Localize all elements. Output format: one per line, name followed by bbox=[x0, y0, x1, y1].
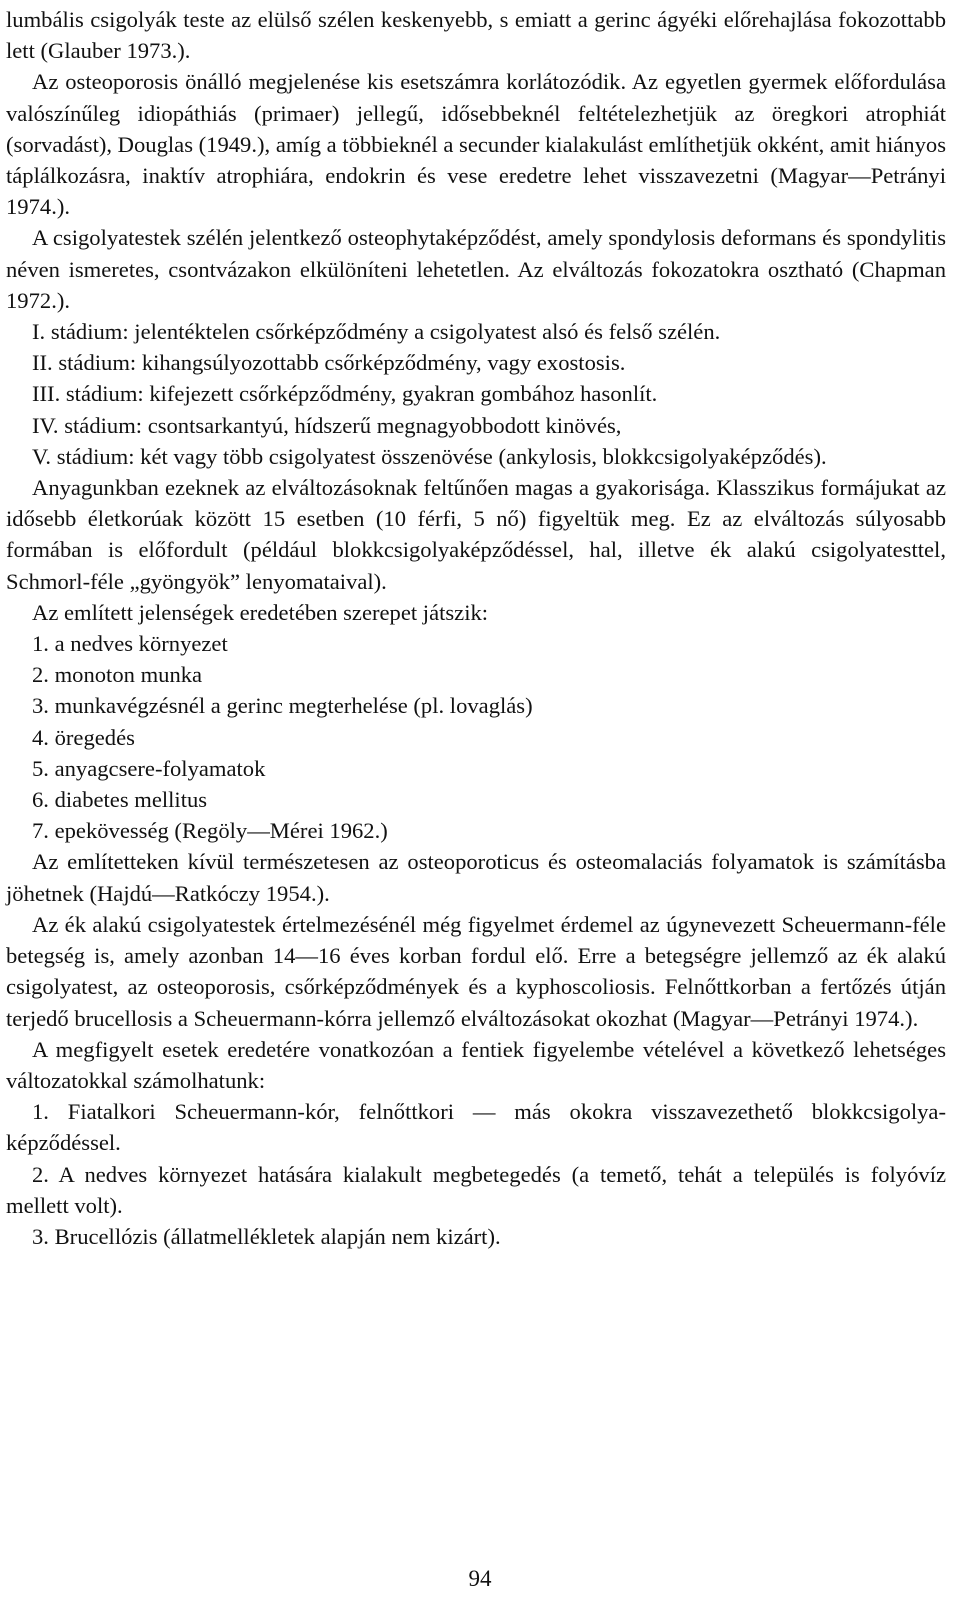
list-item: 3. munkavégzésnél a gerinc megterhelése (pl. lovaglás) bbox=[32, 693, 533, 719]
list-item: 4. öregedés bbox=[32, 724, 135, 750]
body-text bbox=[6, 4, 946, 1252]
variant-item: 3. Brucellózis (állatmellékletek alapján nem kizárt). bbox=[32, 1223, 501, 1249]
stage-item: IV. stádium: csontsarkantyú, hídszerű megnagyobbodott kinövés, bbox=[32, 412, 622, 438]
variant-item: 1. Fiatalkori Scheuermann-kór, felnőttkori — más okokra visszavezethető blokkcsigolya-képződéssel. bbox=[6, 1099, 946, 1156]
list-item: 1. a nedves környezet bbox=[32, 631, 228, 657]
paragraph: A csigolyatestek szélén jelentkező osteophytaképződést, amely spondylosis deformans és spondylitis néven ismeretes, csontvázakon elkülöníteni lehetetlen. Az elváltozás fokozatokra osztható (Chapman 1972.). bbox=[6, 225, 946, 313]
stage-item: III. stádium: kifejezett csőrképződmény, gyakran gombához hasonlít. bbox=[32, 381, 658, 407]
list-item: 7. epekövesség (Regöly—Mérei 1962.) bbox=[32, 818, 388, 844]
list-item: 2. monoton munka bbox=[32, 662, 203, 688]
paragraph: Az említetteken kívül természetesen az osteoporoticus és osteomalaciás folyamatok is számításba jöhetnek (Hajdú—Ratkóczy 1954.). bbox=[6, 849, 946, 906]
paragraph: Az ék alakú csigolyatestek értelmezésénél még figyelmet érdemel az úgynevezett Scheuermann-féle betegség is, amely azonban 14—16 éves korban fordul elő. Erre a betegségre jellemző az ék alakú csigolyatest, az osteoporosis, csőrképződmények és a kyphoscoliosis. Felnőttkorban a fertőzés útján terjedő brucellosis a Scheuermann-kórra jellemző elváltozásokat okozhat (Magyar—Petrányi 1974.). bbox=[6, 911, 946, 1031]
stage-item: II. stádium: kihangsúlyozottabb csőrképződmény, vagy exostosis. bbox=[32, 350, 626, 376]
stage-item: V. stádium: két vagy több csigolyatest összenövése (ankylosis, blokkcsigolyaképződés). bbox=[32, 443, 827, 469]
page-number: 94 bbox=[468, 1566, 492, 1591]
list-item: 5. anyagcsere-folyamatok bbox=[32, 755, 266, 781]
variant-item: 2. A nedves környezet hatására kialakult megbetegedés (a temető, tehát a település is folyóvíz mellett volt). bbox=[6, 1161, 946, 1218]
paragraph: Az osteoporosis önálló megjelenése kis esetszámra korlátozódik. Az egyetlen gyermek előfordulása valószínűleg idiopáthiás (primaer) jellegű, idősebbeknél feltételezhetjük az öregkori atrophiát (sorvadást), Douglas (1949.), amíg a többieknél a secunder kialakulást említhetjük okként, amit hiányos táplálkozásra, inaktív atrophiára, endokrin és vese eredetre lehet visszavezetni (Magyar—Petrányi 1974.). bbox=[6, 69, 946, 220]
paragraph: lumbális csigolyák teste az elülső szélen keskenyebb, s emiatt a gerinc ágyéki előrehajlása fokozottabb lett (Glauber 1973.). bbox=[6, 7, 946, 64]
paragraph: Az említett jelenségek eredetében szerepet játszik: bbox=[32, 599, 489, 625]
list-item: 6. diabetes mellitus bbox=[32, 787, 208, 813]
paragraph: Anyagunkban ezeknek az elváltozásoknak feltűnően magas a gyakorisága. Klasszikus formájukat az idősebb életkorúak között 15 esetben (10 férfi, 5 nő) figyeltük meg. Ez az elváltozás súlyosabb formában is előfordult (például blokkcsigolyaképződéssel, hal, illetve ék alakú csigolyatesttel, Schmorl-féle „gyöngyök” lenyomataival). bbox=[6, 475, 946, 594]
stage-item: I. stádium: jelentéktelen csőrképződmény a csigolyatest alsó és felső szélén. bbox=[32, 319, 721, 345]
paragraph: A megfigyelt esetek eredetére vonatkozóan a fentiek figyelembe vételével a következő lehetséges változatokkal számolhatunk: bbox=[6, 1036, 946, 1093]
